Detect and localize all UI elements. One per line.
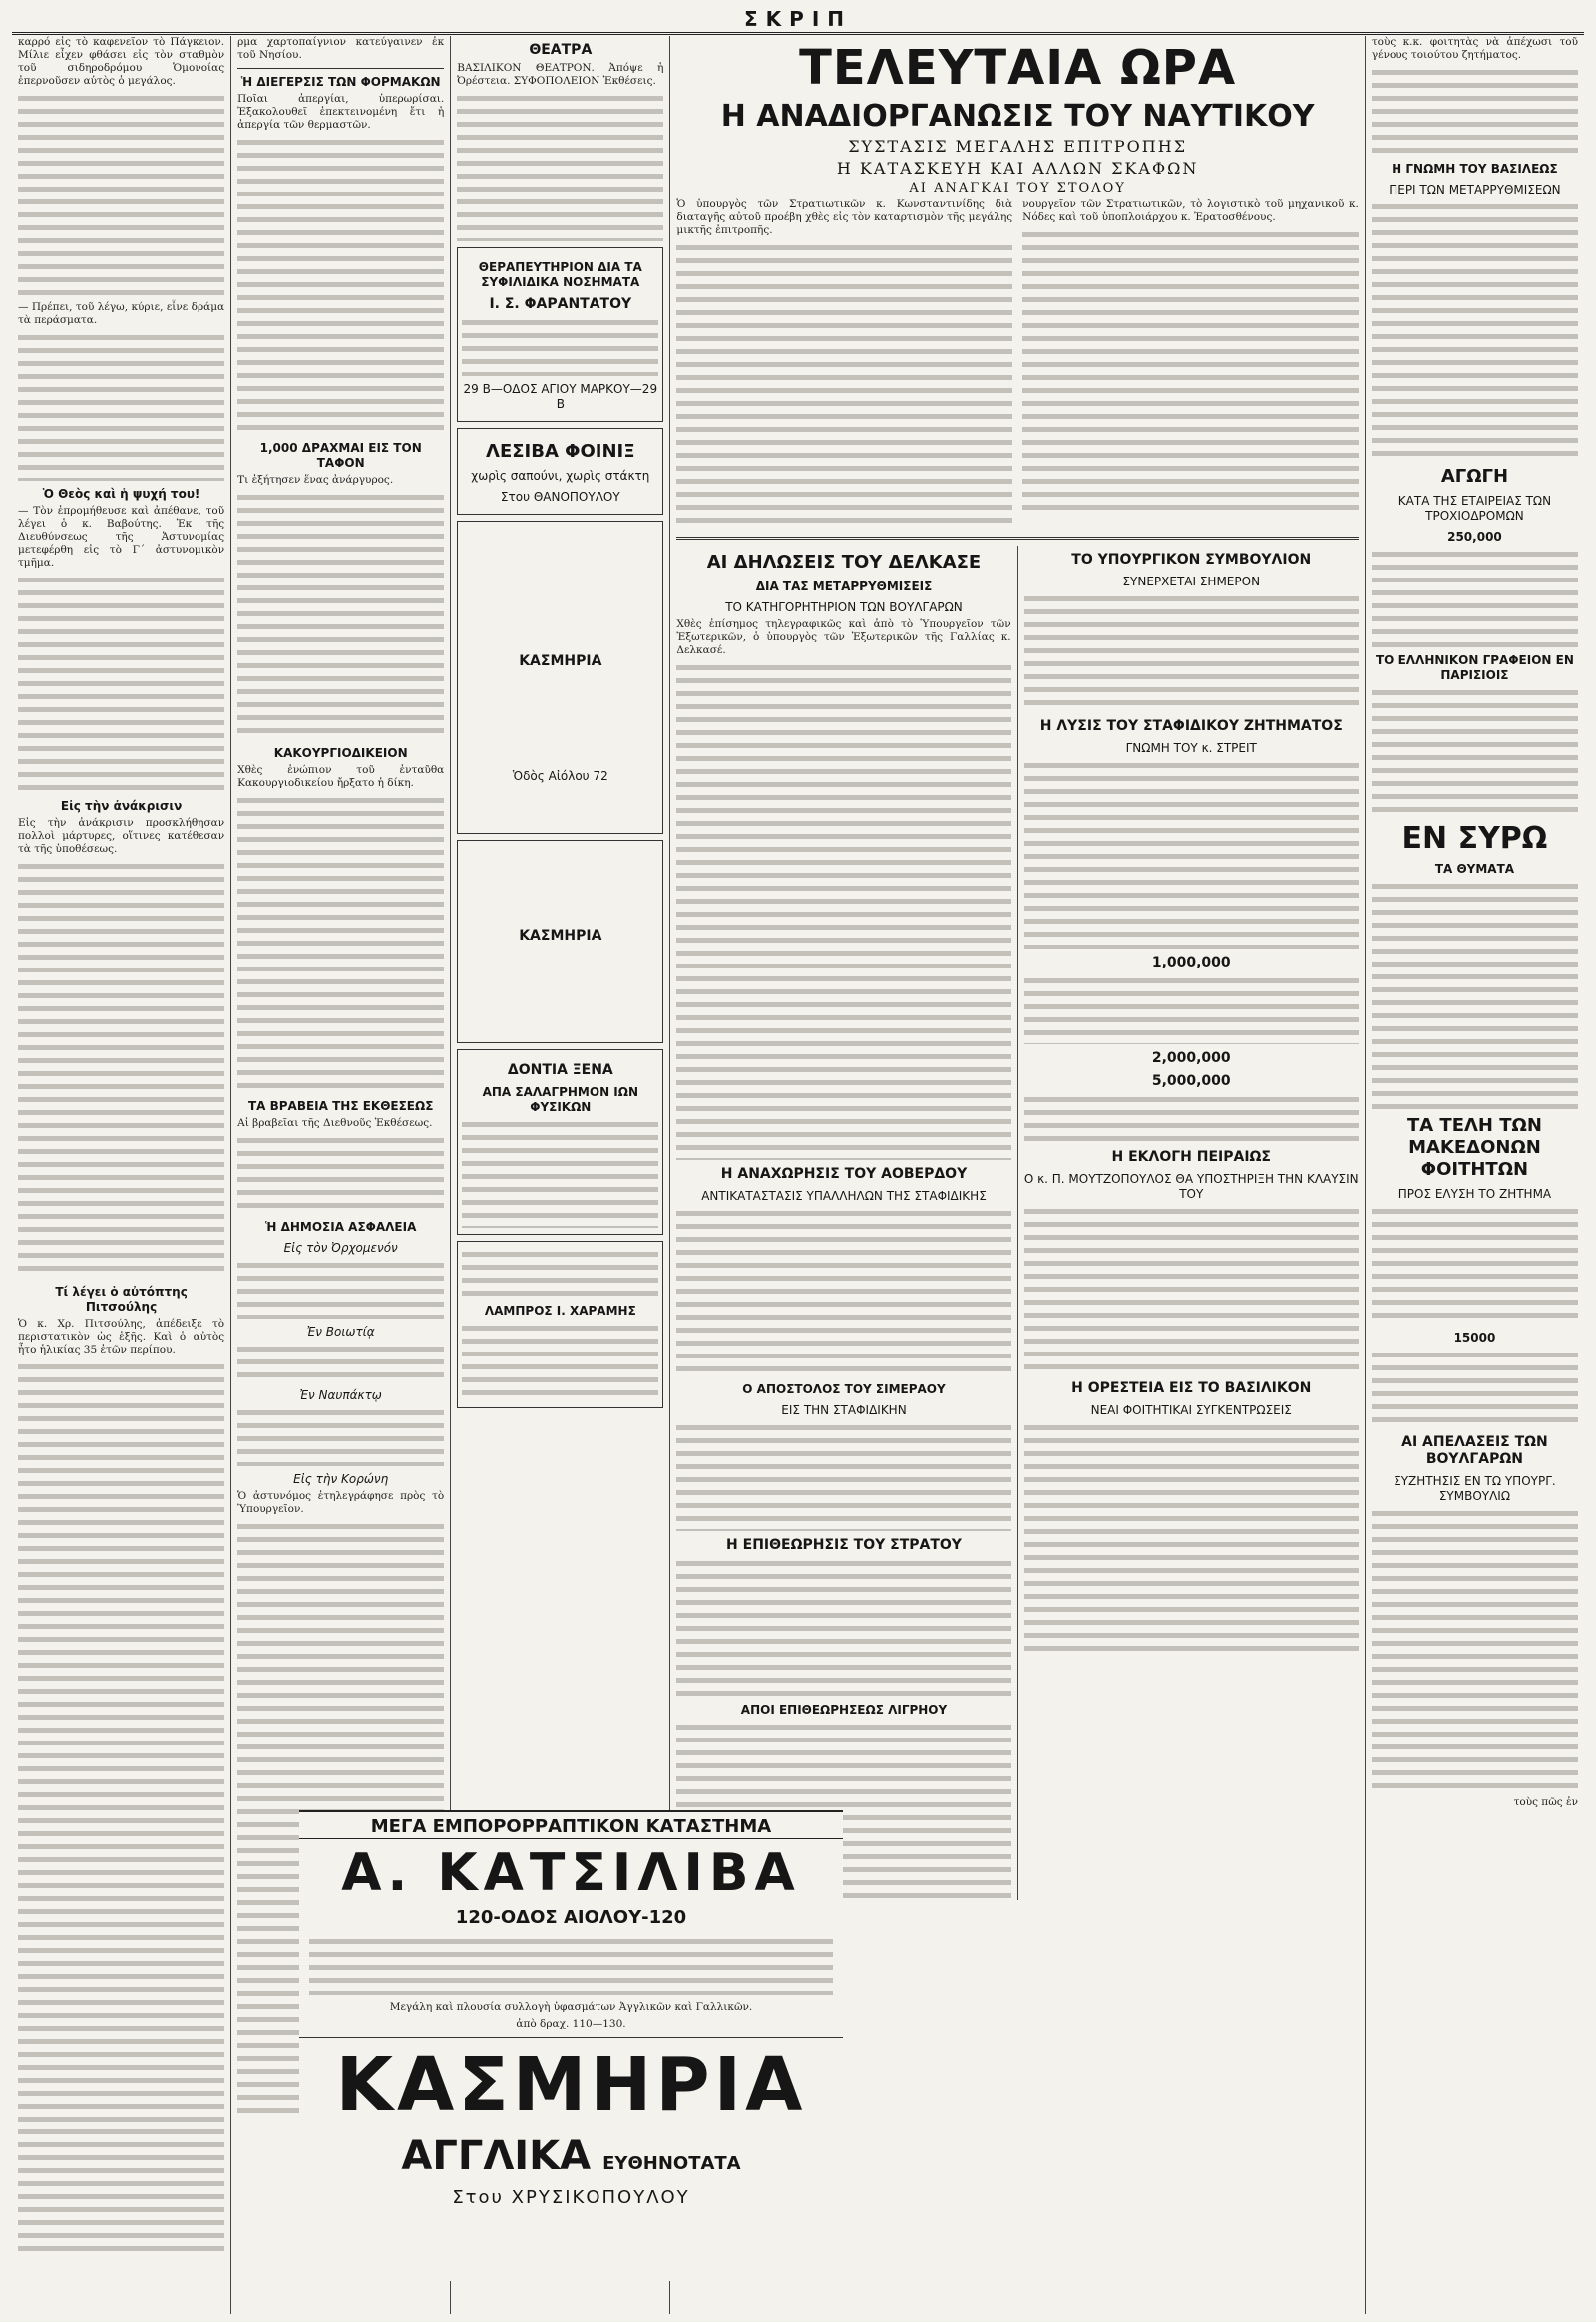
ad-subtitle: ΑΠΑ ΣΑΛΑΓΡΗΜΟΝ ΙΩΝ ΦΥΣΙΚΩΝ xyxy=(482,1085,639,1114)
divider xyxy=(299,2037,843,2038)
section-heading: ΕΝ ΣΥΡΩ xyxy=(1401,821,1548,856)
ad-name: Ι. Σ. ΦΑΡΑΝΤΑΤΟΥ xyxy=(489,296,632,312)
subheading: Εἰς τὸν Ὀρχομενόν xyxy=(283,1241,398,1255)
ad-seller: Στου ΘΑΝΟΠΟΥΛΟΥ xyxy=(500,490,620,504)
article-text: Εἰς τὴν ἀνάκρισιν προσκλήθησαν πολλοὶ μάρτυρες, οἵτινες κατέθεσαν τὰ τῆς ὑποθέσεως. xyxy=(18,817,225,855)
masthead xyxy=(12,6,1584,35)
ad-title: ΘΕΡΑΠΕΥΤΗΡΙΟΝ ΔΙΑ ΤΑ ΣΥΦΙΛΙΔΙΚΑ ΝΟΣΗΜΑΤΑ xyxy=(478,260,642,289)
headline: ΤΕΛΕΥΤΑΙΑ ΩΡΑ xyxy=(799,40,1237,96)
article-text: Αἱ βραβεῖαι τῆς Διεθνοῦς Ἐκθέσεως. xyxy=(237,1117,433,1129)
main-title: Η ΑΝΑΔΙΟΡΓΑΝΩΣΙΣ ΤΟΥ ΝΑΥΤΙΚΟΥ xyxy=(720,99,1315,134)
footer-note: τοὺς πῶς ἐν xyxy=(1513,1796,1578,1808)
section-heading: ΚΑΚΟΥΡΓΙΟΔΙΚΕΙΟΝ xyxy=(273,746,408,760)
ad-address: Ὁδὸς Αἰόλου 72 xyxy=(512,769,608,783)
text-block xyxy=(1372,1349,1578,1428)
text-block xyxy=(676,661,1010,1160)
divider xyxy=(237,68,444,69)
text-block xyxy=(237,1134,444,1214)
section-heading: ΤΟ ΕΛΛΗΝΙΚΟΝ ΓΡΑΦΕΙΟΝ ΕΝ ΠΑΡΙΣΙΟΙΣ xyxy=(1376,653,1574,682)
article-text: Ποῖαι ἀπεργίαι, ὑπερωρίσαι. Ἐξακολουθεῖ ἐπεκτεινομένη ἔτι ἡ ἀπεργία τῶν θερμαστῶν. xyxy=(237,93,445,131)
section-heading: Ἡ ΔΙΕΓΕΡΣΙΣ ΤΩΝ ΦΟΡΜΑΚΩΝ xyxy=(240,75,441,89)
text-block xyxy=(1372,880,1578,1109)
section-heading: ΑΠΟΙ ΕΠΙΘΕΩΡΗΣΕΩΣ ΛΙΓΡΗΟΥ xyxy=(740,1703,948,1717)
text-block xyxy=(1372,66,1578,156)
subheading: ΣΥΣΤΑΣΙΣ ΜΕΓΑΛΗΣ ΕΠΙΤΡΟΠΗΣ xyxy=(848,137,1188,156)
article-text: νουργεῖον τῶν Στρατιωτικῶν, τὸ λογιστικὸ τοῦ μηχανικοῦ κ. Νόδες καὶ τοῦ ὑποπλοιάρχου κ. Ἐρατοσθένους. xyxy=(1022,198,1359,223)
advertisement xyxy=(457,840,663,1043)
ad-name: Α. ΚΑΤΣΙΛΙΒΑ xyxy=(341,1843,801,1903)
subheading: ΠΡΟΣ ΕΛΥΣΗ ΤΟ ΖΗΤΗΜΑ xyxy=(1397,1187,1552,1201)
text-block xyxy=(1024,1205,1359,1374)
text-block xyxy=(18,860,224,1279)
subheading: ΤΟ ΚΑΤΗΓΟΡΗΤΗΡΙΟΝ ΤΩΝ ΒΟΥΛΓΑΡΩΝ xyxy=(725,600,963,614)
subheading: Ο κ. Π. ΜΟΥΤΖΟΠΟΥΛΟΣ ΘΑ ΥΠΟΣΤΗΡΙΞΗ ΤΗΝ ΚΛΑΥΣΙΝ ΤΟΥ xyxy=(1023,1172,1359,1201)
section-heading: Ο ΑΠΟΣΤΟΛΟΣ ΤΟΥ ΣΙΜΕΡΑΟΥ xyxy=(742,1382,946,1396)
main-story-body xyxy=(676,198,1359,531)
text-block xyxy=(237,794,444,1093)
article-text: — Τὸν ἐπρομήθευσε καὶ ἀπέθανε, τοῦ λέγει ὁ κ. Βαβούτης. Ἐκ τῆς Διευθύνσεως τῆς Ἀστυνομίας μετεφέρθη εἰς τὸ Γ΄ ἀστυνομικὸν τμῆμα. xyxy=(18,505,225,569)
text-block xyxy=(1024,1093,1359,1143)
section-heading: 1,000 ΔΡΑΧΜΑΙ ΕΙΣ ΤΟΝ ΤΑΦΟΝ xyxy=(259,441,422,470)
ad-title: ΚΑΣΜΗΡΙΑ xyxy=(519,653,602,669)
column-8 xyxy=(1366,36,1584,2314)
ad-title: ΛΑΜΠΡΟΣ Ι. ΧΑΡΑΜΗΣ xyxy=(484,1304,636,1318)
subheading: ΕΙΣ ΤΗΝ ΣΤΑΦΙΔΙΚΗΝ xyxy=(781,1403,907,1417)
section-heading: Η ΓΝΩΜΗ ΤΟΥ ΒΑΣΙΛΕΩΣ xyxy=(1392,162,1558,176)
ad-title: ΛΕΣΙΒΑ ΦΟΙΝΙΞ xyxy=(486,441,635,462)
subheading: ΓΝΩΜΗ ΤΟΥ κ. ΣΤΡΕΙΤ xyxy=(1125,741,1257,755)
ad-price: ἀπὸ δραχ. 110—130. xyxy=(516,2018,626,2030)
section-heading: Η ΛΥΣΙΣ ΤΟΥ ΣΤΑΦΙΔΙΚΟΥ ΖΗΤΗΜΑΤΟΣ xyxy=(1039,718,1343,734)
advertisement xyxy=(457,428,663,515)
figure: 1,000,000 xyxy=(1151,955,1231,970)
section-heading: Ὁ Θεὸς καὶ ἡ ψυχή του! xyxy=(42,487,200,501)
subheading: Η ΚΑΤΑΣΚΕΥΗ ΚΑΙ ΑΛΛΩΝ ΣΚΑΦΩΝ xyxy=(836,159,1199,178)
column-6 xyxy=(676,546,1017,1900)
article-text: Ὁ ἀστυνόμος ἐτηλεγράφησε πρὸς τὸ Ὑπουργεῖον. xyxy=(237,1490,445,1515)
text-block xyxy=(237,1259,444,1319)
article-text: ρμα χαρτοπαίγνιον κατεύγαινεν ἐκ τοῦ Νησίου. xyxy=(237,36,445,61)
ad-big-title: ΚΑΣΜΗΡΙΑ xyxy=(335,2042,807,2128)
ad-title: ΚΑΣΜΗΡΙΑ xyxy=(519,928,602,944)
subheading: Εἰς τὴν Κορώνη xyxy=(293,1472,389,1486)
subheading: ΑΙ ΑΝΑΓΚΑΙ ΤΟΥ ΣΤΟΛΟΥ xyxy=(909,181,1126,195)
masthead-title: ΣΚΡΙΠ xyxy=(744,7,852,31)
subheading: ΣΥΝΕΡΧΕΤΑΙ ΣΗΜΕΡΟΝ xyxy=(1122,575,1261,588)
subheading: ΠΕΡΙ ΤΩΝ ΜΕΤΑΡΡΥΘΜΙΣΕΩΝ xyxy=(1389,183,1561,196)
advertisement xyxy=(457,1049,663,1235)
column-7 xyxy=(1018,546,1359,1900)
text-block xyxy=(676,1557,1010,1697)
ad-line: ΕΥΘΗΝΟΤΑΤΑ xyxy=(602,2153,741,2174)
article-text: Ὁ ὑπουργὸς τῶν Στρατιωτικῶν κ. Κωνσταντινίδης διὰ διαταγῆς αὐτοῦ προέβη χθὲς εἰς τὸν καταρτισμὸν τῆς μεγάλης μικτῆς ἐπιτροπῆς. xyxy=(676,198,1013,236)
text-block xyxy=(309,1935,833,1995)
section-heading: ΤΑ ΒΡΑΒΕΙΑ ΤΗΣ ΕΚΘΕΣΕΩΣ xyxy=(247,1099,434,1113)
text-block xyxy=(237,136,444,435)
text-block xyxy=(1024,974,1359,1044)
ad-seller: Στου ΧΡΥΣΙΚΟΠΟΥΛΟΥ xyxy=(452,2187,690,2208)
section-heading: ΑΙ ΑΠΕΛΑΣΕΙΣ ΤΩΝ ΒΟΥΛΓΑΡΩΝ xyxy=(1401,1434,1548,1467)
article-text: Ὁ κ. Χρ. Πιτσούλης, ἀπέδειξε τὸ περιστατικὸν ὡς ἑξῆς. Καὶ ὁ αὐτὸς ἦτο ἡλικίας 35 ἐτῶν περίπου. xyxy=(18,1318,225,1355)
text-block xyxy=(1022,228,1359,518)
subheading: ΚΑΤΑ ΤΗΣ ΕΤΑΙΡΕΙΑΣ ΤΩΝ ΤΡΟΧΙΟΔΡΟΜΩΝ xyxy=(1397,494,1552,523)
ad-text: Μεγάλη καὶ πλουσία συλλογὴ ὑφασμάτων Ἀγγλικῶν καὶ Γαλλικῶν. xyxy=(389,2001,753,2013)
section-heading: ΑΓΩΓΗ xyxy=(1440,466,1509,487)
figure: 250,000 xyxy=(1447,530,1502,544)
subheading: ΑΝΤΙΚΑΤΑΣΤΑΣΙΣ ΥΠΑΛΛΗΛΩΝ ΤΗΣ ΣΤΑΦΙΔΙΚΗΣ xyxy=(701,1189,987,1203)
text-block xyxy=(1372,686,1578,816)
text-block xyxy=(1024,759,1359,949)
text-block xyxy=(462,1248,658,1298)
text-block xyxy=(462,316,658,376)
advertisement xyxy=(457,521,663,834)
ad-title: ΔΟΝΤΙΑ ΞΕΝΑ xyxy=(507,1062,613,1078)
bottom-advertisement xyxy=(299,1810,843,2281)
ad-subtitle: χωρὶς σαπούνι, χωρὶς στάκτη xyxy=(471,469,650,483)
section-heading: Εἰς τὴν ἀνάκρισιν xyxy=(60,799,183,813)
text-block xyxy=(18,1360,224,2258)
text-block xyxy=(462,1118,658,1228)
section-heading: ΘΕΑΤΡΑ xyxy=(529,42,593,58)
subheading: ΤΑ ΘΥΜΑΤΑ xyxy=(1434,862,1515,876)
advertisement xyxy=(457,247,663,422)
advertisement xyxy=(457,1241,663,1408)
section-heading: ΑΙ ΔΗΛΩΣΕΙΣ ΤΟΥ ΔΕΛΚΑΣΕ xyxy=(706,552,982,573)
ad-title: ΜΕΓΑ ΕΜΠΟΡΟΡΡΑΠΤΙΚΟΝ ΚΑΤΑΣΤΗΜΑ xyxy=(299,1816,843,1839)
text-block xyxy=(1372,1507,1578,1796)
article-text: Τι ἐξήτησεν ἕνας ἀνάργυρος. xyxy=(237,474,394,486)
text-block xyxy=(237,1406,444,1466)
text-block xyxy=(462,1322,658,1401)
text-block xyxy=(457,92,663,241)
text-block xyxy=(1372,200,1578,460)
text-block xyxy=(18,92,224,301)
article-text: καρρό εἰς τὸ καφενεῖον τὸ Πάγκειον. Μίλιε εἶχεν φθάσει εἰς τὸν σταθμὸν τοῦ σιδηροδρόμου Ὁμονοίας ἐπερνοῦσεν αὐτὸς ὁ μεγάλος. xyxy=(18,36,225,87)
subheading: ΔΙΑ ΤΑΣ ΜΕΤΑΡΡΥΘΜΙΣΕΙΣ xyxy=(755,580,933,593)
article-text: τοὺς κ.κ. φοιτητὰς νὰ ἀπέχωσι τοῦ γένους τοιούτου ζητήματος. xyxy=(1371,36,1578,61)
article-text: Χθὲς ἐπίσημος τηλεγραφικῶς καὶ ἀπὸ τὸ Ὑπουργεῖον τῶν Ἐξωτερικῶν, ὁ ὑπουργὸς τῶν Ἐξωτερικῶν τῆς Γαλλίας κ. Δελκασέ. xyxy=(676,618,1011,656)
subheading: ΝΕΑΙ ΦΟΙΤΗΤΙΚΑΙ ΣΥΓΚΕΝΤΡΩΣΕΙΣ xyxy=(1090,1403,1292,1417)
section-heading: Η ΕΚΛΟΓΗ ΠΕΙΡΑΙΩΣ xyxy=(1111,1149,1271,1165)
article-text: Χθὲς ἐνώπιον τοῦ ἐνταῦθα Κακουργιοδικείου ἤρξατο ἡ δίκη. xyxy=(237,764,445,789)
section-heading: Τί λέγει ὁ αὐτόπτης Πιτσούλης xyxy=(55,1285,188,1314)
section-heading: Ἡ ΔΗΜΟΣΙΑ ΑΣΦΑΛΕΙΑ xyxy=(264,1220,417,1234)
ad-line: ΑΓΓΛΙΚΑ xyxy=(401,2133,592,2179)
text-block xyxy=(18,574,224,793)
subheading: Ἐν Ναυπάκτῳ xyxy=(299,1388,382,1402)
divider xyxy=(676,537,1359,540)
section-heading: ΤΑ ΤΕΛΗ ΤΩΝ ΜΑΚΕΔΟΝΩΝ ΦΟΙΤΗΤΩΝ xyxy=(1406,1115,1542,1180)
text-block xyxy=(18,331,224,481)
section-heading: ΤΟ ΥΠΟΥΡΓΙΚΟΝ ΣΥΜΒΟΥΛΙΟΝ xyxy=(1071,552,1312,568)
subheading: Ἐν Βοιωτίᾳ xyxy=(306,1325,375,1339)
article-text: — Πρέπει, τοῦ λέγω, κύριε, εἶνε δράμα τὰ περάσματα. xyxy=(18,301,225,326)
text-block xyxy=(237,491,444,740)
text-block xyxy=(676,1207,1010,1376)
text-block xyxy=(676,241,1012,531)
section-heading: Η ΑΝΑΧΩΡΗΣΙΣ ΤΟΥ ΑΟΒΕΡΔΟΥ xyxy=(720,1166,968,1182)
figure: 2,000,000 xyxy=(1151,1050,1231,1066)
ad-address: 120-ΟΔΟΣ ΑΙΟΛΟΥ-120 xyxy=(455,1907,687,1928)
section-heading: Η ΕΠΙΘΕΩΡΗΣΙΣ ΤΟΥ ΣΤΡΑΤΟΥ xyxy=(726,1537,962,1553)
text-block xyxy=(1372,1205,1578,1325)
article-text: ΒΑΣΙΛΙΚΟΝ ΘΕΑΤΡΟΝ. Ἀπόψε ἡ Ὀρέστεια. ΣΥΦΟΠΟΛΕΙΟΝ Ἐκθέσεις. xyxy=(457,62,664,87)
figure: 5,000,000 xyxy=(1151,1073,1231,1089)
section-heading: Η ΟΡΕΣΤΕΙΑ ΕΙΣ ΤΟ ΒΑΣΙΛΙΚΟΝ xyxy=(1071,1380,1312,1396)
text-block xyxy=(237,1343,444,1382)
figure: 15000 xyxy=(1453,1331,1496,1345)
text-block xyxy=(1024,592,1359,712)
column-1 xyxy=(12,36,231,2314)
ad-address: 29 Β—ΟΔΟΣ ΑΓΙΟΥ ΜΑΡΚΟΥ—29 Β xyxy=(463,382,658,411)
text-block xyxy=(1372,548,1578,647)
subheading: ΣΥΖΗΤΗΣΙΣ ΕΝ ΤΩ ΥΠΟΥΡΓ. ΣΥΜΒΟΥΛΙΩ xyxy=(1394,1474,1556,1503)
text-block xyxy=(676,1421,1010,1531)
text-block xyxy=(1024,1421,1359,1651)
